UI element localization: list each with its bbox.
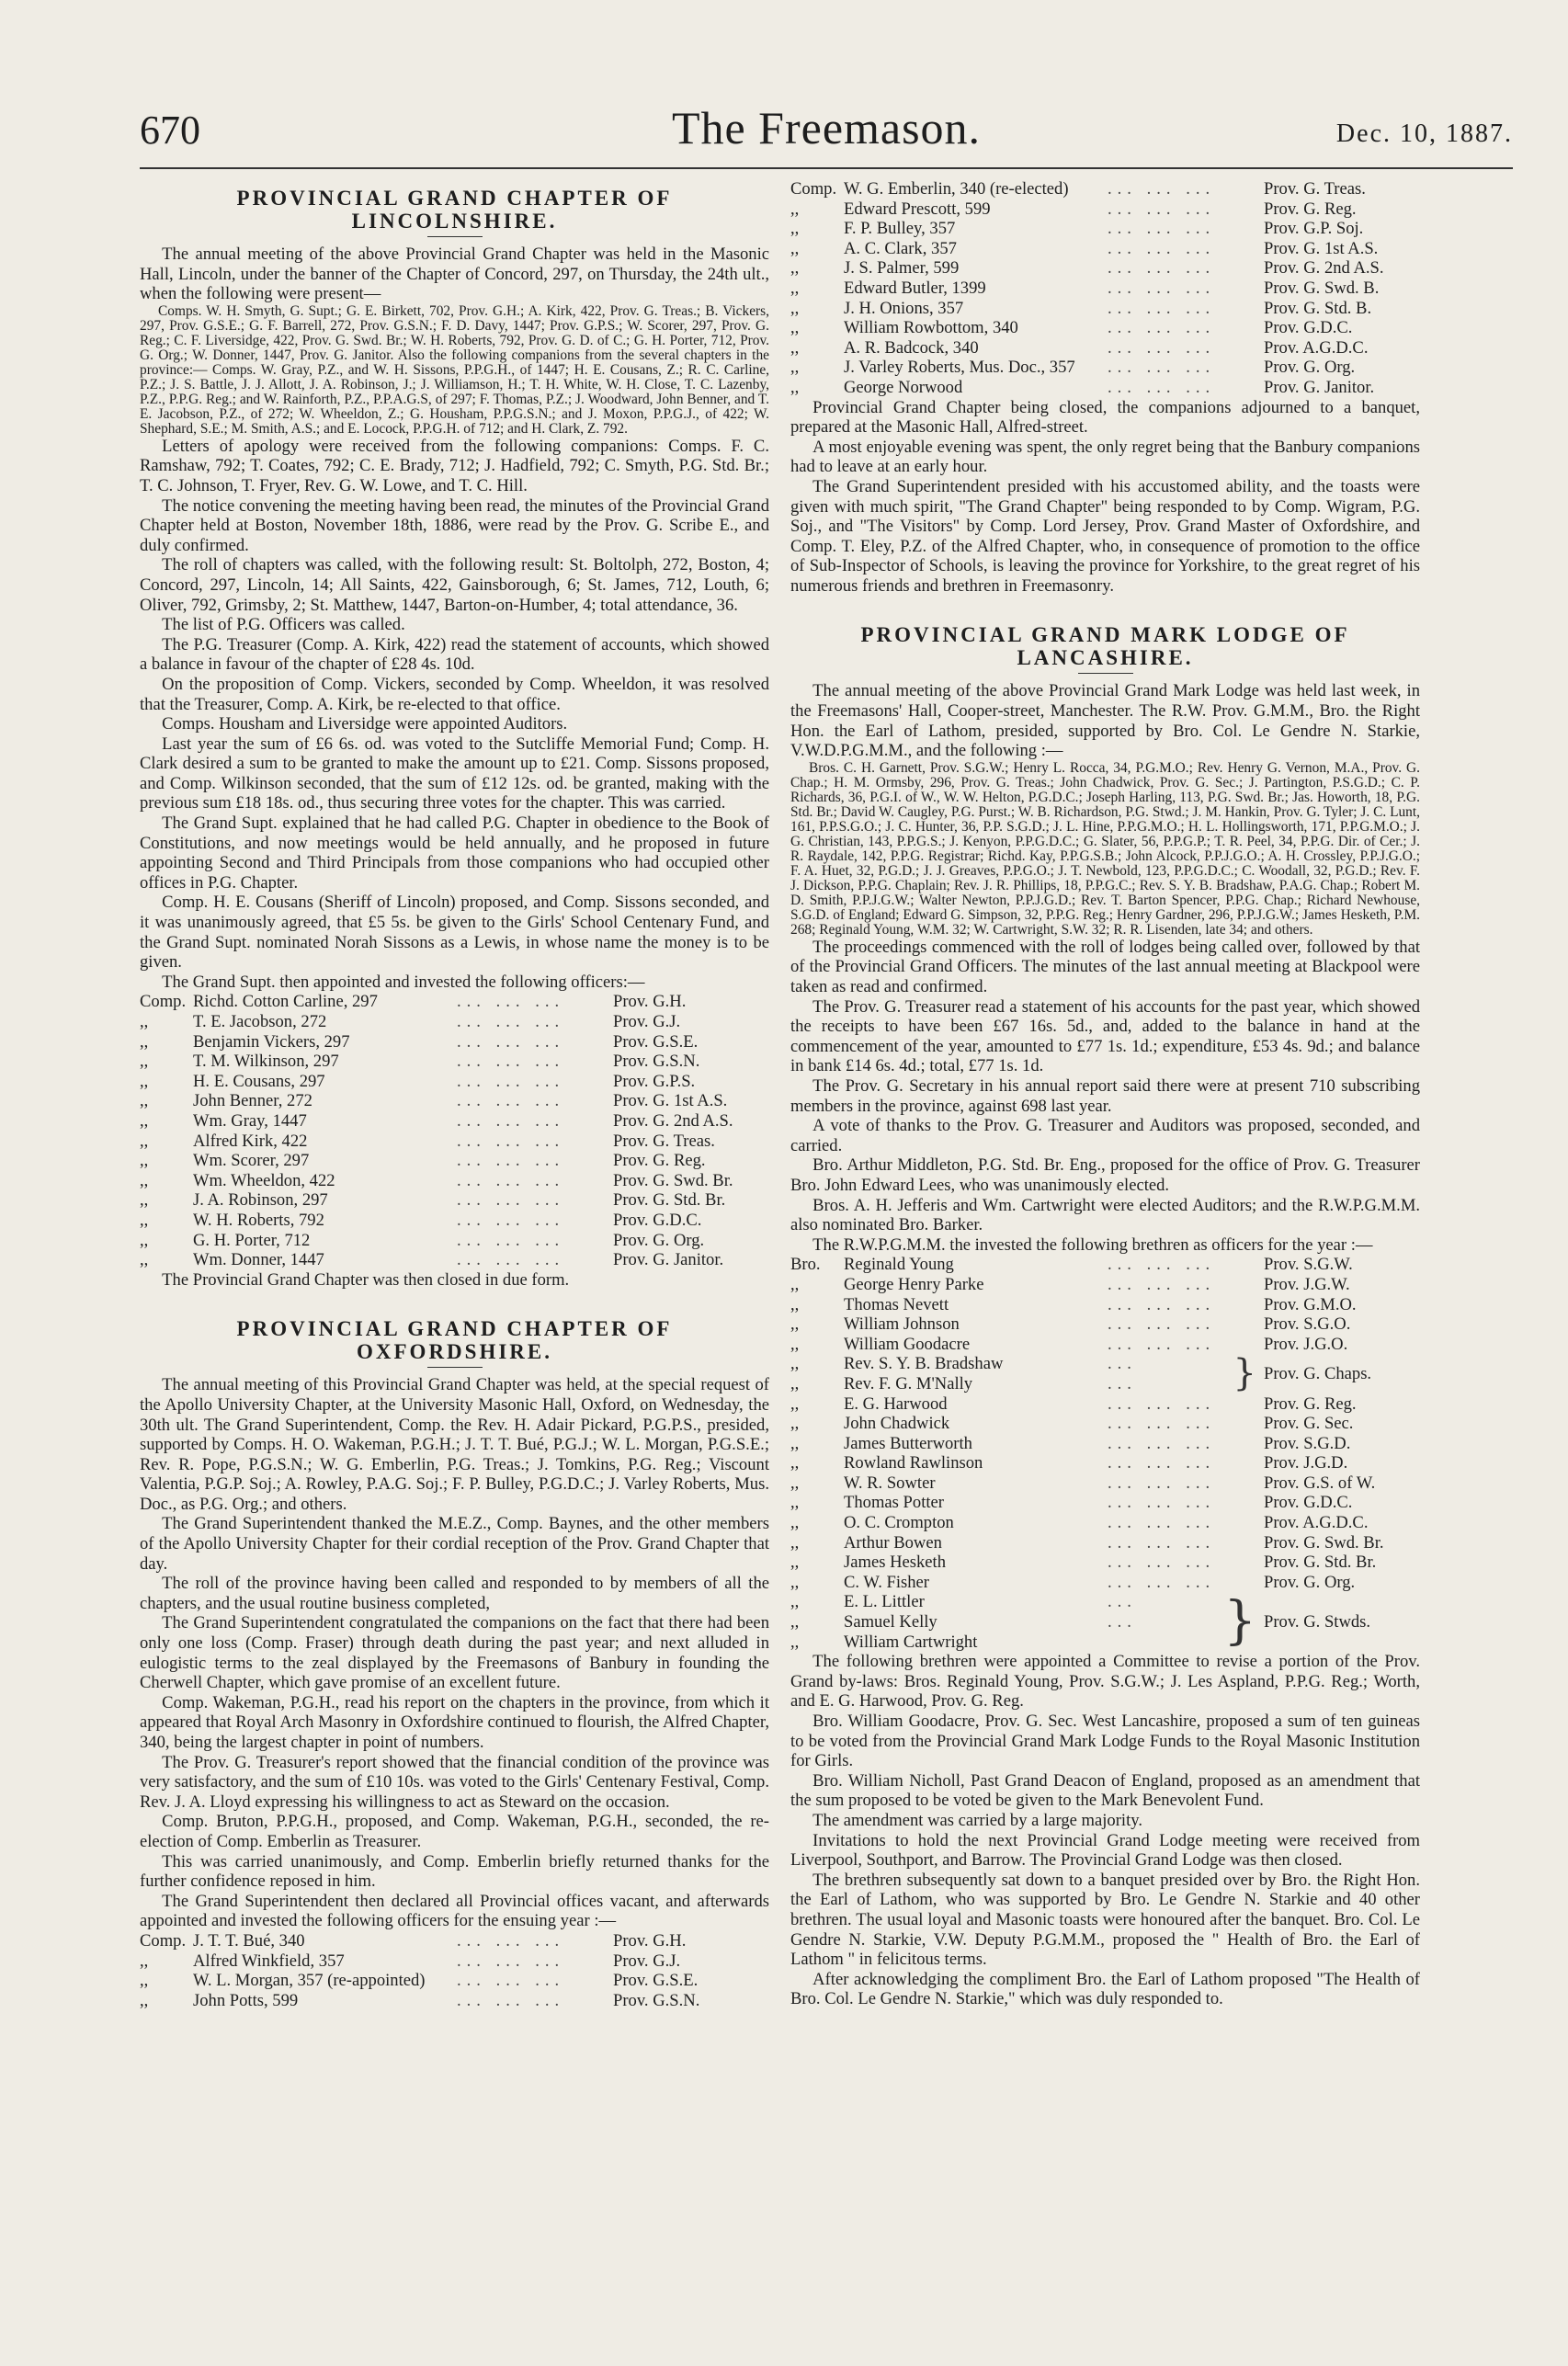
officer-name: John Chadwick [844,1414,950,1434]
officer-name: J. H. Onions, 357 [844,298,964,318]
officer-position: Prov. G. Treas. [1264,179,1366,199]
officer-row [790,1335,1420,1355]
officer-prefix: ,, [790,1294,800,1314]
officer-row [790,239,1420,259]
officer-name: William Cartwright [844,1632,978,1652]
officer-row [790,318,1420,338]
lancs-attendance: Bros. C. H. Garnett, Prov. S.G.W.; Henry L. Rocca, 34, P.G.M.O.; Rev. Henry G. Vernon, M.A., Prov. G. Chap.; H. M. Ormsby, 296, Prov. G. Treas.; John Chadwick, Prov. G. Sec.; J. Partington, P.S.G.D.; C. P. Richards, 36, P.G.I. of W., W. W. Helton, P.G.D.C.; Joseph Harling, 113, P.G. Swd. Br.; Jas. Howorth, 18, P.G. Std. Br.; David W. Caugley, P.G. Purst.; W. B. Richardson, P.G. Stwd.; J. M. Hankin, Prov. G. Tyler; J. C. Lunt, 161, P.P.S.G.O.; J. C. Hunter, 36, P.P. S.G.D.; J. L. Hine, P.P.G.M.O.; H. L. Hollingsworth, 171, P.P.G.M.O.; J. G. Christian, 143, P.P.G.S.; J. Kenyon, P.P.G.D.C.; G. Slater, 56, P.P.G.P.; T. R. Peel, 34, P.P.G. Dir. of Cer.; J. R. Raydale, 142, P.P.G. Registrar; Richd. Kay, P.P.G.S.B.; John Alcock, P.P.J.G.O.; A. H. Crossley, P.P.J.G.O.; F. A. Huet, 32, P.G.D.; J. J. Greaves, P.P.G.O.; J. T. Newbold, 123, P.P.G.D.C.; C. Woodall, 32, P.G.D.; Rev. F. J. Dickson, P.P.G. Chaplain; Rev. J. R. Phillips, 18, P.P.G.C.; Rev. S. Y. B. Bradshaw, P.A.G. Chap.; Robert M. D. Smith, P.P.J.G.W.; Walter Newton, P.P.J.G.D.; Rev. T. Barton Spencer, P.P.G. Chap.; Richard Newhouse, S.G.D. of England; Edward G. Simpson, 32, P.P.G. Reg.; Henry Gardner, 296, P.P.J.G.W.; James Hesketh, P.M. 268; Reginald Young, W.M. 32; W. Cartwright, S.W. 32; R. R. Lisenden, late 34; and others. [790,759,1420,938]
leader-dots: ... ... ... [457,992,565,1012]
leader-dots: ... ... ... [1108,1414,1216,1434]
officer-prefix: ,, [140,1190,149,1211]
officer-prefix: ,, [790,358,800,378]
left-column [140,179,769,2010]
lancs-para: A vote of thanks to the Prov. G. Treasurer and Auditors was proposed, seconded, and carried. [790,1116,1420,1155]
leader-dots: ... ... ... [457,1131,565,1151]
leader-dots: ... ... ... [457,1151,565,1171]
lincoln-para: The roll of chapters was called, with the following result: St. Boltolph, 272, Boston, 4; Concord, 297, Lincoln, 14; All Saints, 422, Gainsborough, 6; St. James, 712, Louth, 6; Oliver, 792, Grimsby, 2; St. Matthew, 1447, Barton-on-Humber, 4; total attendance, 36. [140,555,769,615]
officer-prefix: ,, [140,1110,149,1131]
oxford-heading: PROVINCIAL GRAND CHAPTER OF OXFORDSHIRE. [236,1317,673,1364]
leader-dots: ... ... ... [457,1110,565,1131]
leader-dots: ... ... ... [1108,377,1216,397]
officer-position: Prov. G. 2nd A.S. [1264,258,1384,279]
lancs-para: Invitations to hold the next Provincial Grand Lodge meeting were received from Liverpool, Southport, and Barrow. The Provincial Grand Lodge was then closed. [790,1830,1420,1871]
officer-row [790,1553,1420,1573]
officer-prefix: ,, [140,1951,149,1971]
officer-row [140,992,769,1012]
leader-dots: ... ... ... [1108,1532,1216,1553]
officer-name: George Henry Parke [844,1274,984,1294]
issue-date: Dec. 10, 1887. [1335,119,1513,148]
lancs-para: The following brethren were appointed a Committee to revise a portion of the Prov. Grand by-laws: Bros. Reginald Young, Prov. S.G.W.; J. Les Aspland, P.P.G. Reg.; Worth, and E. G. Harwood, Prov. G. Reg. [790,1652,1420,1712]
officer-position: Prov. G. Std. B. [1264,298,1372,318]
leader-dots: ... ... ... [1108,1553,1216,1573]
officer-prefix: ,, [790,278,800,298]
officer-position: Prov. G. Org. [1264,1572,1356,1592]
officer-prefix: ,, [790,1314,800,1335]
lincoln-para: On the proposition of Comp. Vickers, seconded by Comp. Wheeldon, it was resolved that the Treasurer, Comp. A. Kirk, be re-elected to that office. [140,674,769,714]
lincoln-para: Letters of apology were received from the following companions: Comps. F. C. Ramshaw, 792; T. Coates, 792; C. E. Brady, 712; J. Hadfield, 792; C. Smyth, P.G. Std. Br.; T. C. Johnson, T. Fryer, Rev. G. W. Lowe, and T. C. Hill. [140,436,769,495]
leader-dots: ... ... ... [1108,1274,1216,1294]
lancs-para: Bro. William Goodacre, Prov. G. Sec. West Lancashire, proposed a sum of ten guineas to be voted from the Provincial Grand Mark Lodge Funds to the Royal Masonic Institution for Girls. [790,1712,1420,1771]
officer-name: W. H. Roberts, 792 [193,1210,324,1230]
leader-dots: ... ... ... [1108,278,1216,298]
officer-prefix: Comp. [790,179,837,199]
officer-position: Prov. G.J. [613,1951,681,1971]
officer-prefix: ,, [790,1493,800,1513]
officer-position: Prov. G.S. of W. [1264,1473,1376,1493]
officer-name: Edward Butler, 1399 [844,278,986,298]
officer-position: Prov. J.G.W. [1264,1274,1350,1294]
officer-row [140,1072,769,1092]
officer-name: Alfred Winkfield, 357 [193,1951,345,1971]
officer-row [140,1171,769,1191]
officer-prefix: ,, [140,1230,149,1250]
lancs-para: The proceedings commenced with the roll of lodges being called over, followed by that of the Provincial Grand Officers. The minutes of the last annual meeting at Blackpool were taken as read and confirmed. [790,937,1420,997]
lincoln-para: Comps. Housham and Liversidge were appointed Auditors. [162,714,568,734]
officer-position: Prov. G. 2nd A.S. [613,1110,733,1131]
officer-name: Wm. Scorer, 297 [193,1151,310,1171]
lincoln-heading: PROVINCIAL GRAND CHAPTER OF LINCOLNSHIRE. [236,187,673,233]
officer-position: Prov. G. Reg. [1264,1393,1357,1414]
lincoln-para: The P.G. Treasurer (Comp. A. Kirk, 422) read the statement of accounts, which showed a balance in favour of the chapter of £28 4s. 10d. [140,634,769,675]
leader-dots: ... ... ... [457,1052,565,1072]
officer-name: George Norwood [844,377,963,397]
officer-prefix: Comp. [140,1930,187,1951]
officer-name: Thomas Potter [844,1493,944,1513]
leader-dots: ... ... ... [457,1230,565,1250]
officer-name: Wm. Donner, 1447 [193,1250,324,1270]
officer-row [790,338,1420,358]
officer-position: Prov. G.D.C. [1264,1493,1353,1513]
officer-position: Prov. G.D.C. [613,1210,702,1230]
leader-dots: ... ... ... [1108,258,1216,279]
officer-position: Prov. G.S.E. [613,1031,699,1052]
officer-position: Prov. A.G.D.C. [1264,1513,1369,1533]
officer-row [790,1573,1420,1593]
officer-prefix: Bro. [790,1255,821,1275]
officer-name: William Johnson [844,1314,960,1335]
leader-dots: ... ... ... [1108,238,1216,258]
officer-position: Prov. G. Stwds. [1264,1612,1371,1632]
officer-name: C. W. Fisher [844,1572,929,1592]
leader-dots: ... ... ... [457,1971,565,1991]
officer-prefix: ,, [140,1250,149,1270]
officer-name: J. A. Robinson, 297 [193,1190,328,1211]
officer-position: Prov. G. Janitor. [613,1250,724,1270]
oxford-para: Provincial Grand Chapter being closed, the companions adjourned to a banquet, prepared at the Masonic Hall, Alfred-street. [790,397,1420,438]
officer-row: ,, Rev. F. G. M'Nally ... [790,1373,1137,1393]
officer-position: Prov. G.H. [613,1930,687,1951]
officer-row [790,1533,1420,1553]
officer-prefix: ,, [140,1052,149,1072]
officer-row [140,1012,769,1032]
leader-dots: ... ... ... [1108,318,1216,338]
oxford-para: This was carried unanimously, and Comp. Emberlin briefly returned thanks for the further confidence reposed in him. [140,1851,769,1892]
oxford-para: The Grand Superintendent congratulated the companions on the fact that there had been only one loss (Comp. Fraser) through death during the past year; and next alluded in eulogistic terms to the zeal displayed by the Freemasons of Banbury in founding the Cherwell Chapter, which gave promise of an excellent future. [140,1613,769,1693]
officer-prefix: ,, [790,1334,800,1354]
officer-position: Prov. G.P. Soj. [1264,219,1364,239]
officer-row [140,1231,769,1251]
officer-name: W. L. Morgan, 357 (re-appointed) [193,1971,426,1991]
lancs-officer-list [790,1255,1420,1354]
officer-row [790,1473,1420,1494]
officer-position: Prov. S.G.D. [1264,1433,1351,1453]
lancs-intro: The annual meeting of the above Provincial Grand Mark Lodge was held last week, in the Freemasons' Hall, Cooper-street, Manchester. The R.W. Prov. G.M.M., Bro. the Right Hon. the Earl of Lathom, presided, supported by Bro. Col. Le Gendre N. Starkie, V.W.D.P.G.M.M., and the following :— [790,681,1420,761]
officer-position: Prov. G.H. [613,992,687,1012]
officer-prefix: ,, [790,1414,800,1434]
officer-prefix: ,, [790,1553,800,1573]
leader-dots: ... ... ... [1108,1393,1216,1414]
officer-row [140,1111,769,1132]
officer-row [140,1931,769,1951]
officer-name: T. E. Jacobson, 272 [193,1012,327,1031]
officer-prefix: ,, [790,1393,800,1414]
officer-position: Prov. A.G.D.C. [1264,337,1369,358]
officer-position: Prov. G. Janitor. [1264,377,1375,397]
officer-row: ,, Samuel Kelly ... [790,1612,1137,1632]
leader-dots: ... ... ... [457,1210,565,1230]
right-column [790,179,1420,2009]
officer-prefix: ,, [140,1091,149,1111]
officer-name: E. G. Harwood [844,1393,948,1414]
leader-dots: ... ... ... [1108,1334,1216,1354]
leader-dots: ... ... ... [1108,298,1216,318]
leader-dots: ... ... ... [1108,1294,1216,1314]
oxford-para: The Grand Superintendent then declared all Provincial offices vacant, and afterwards appointed and invested the following officers for the ensuing year :— [140,1891,769,1931]
officer-row [790,1295,1420,1315]
oxford-para: A most enjoyable evening was spent, the only regret being that the Banbury companions had to leave at an early hour. [790,437,1420,477]
officer-name: E. L. Littler [844,1592,925,1612]
leader-dots: ... ... ... [1108,1473,1216,1493]
officer-prefix: ,, [790,219,800,239]
officer-row [790,1434,1420,1454]
officer-position: Prov. G. Swd. B. [1264,278,1380,298]
officer-prefix: ,, [140,1012,149,1031]
officer-position: Prov. S.G.O. [1264,1314,1351,1335]
officer-row [790,1493,1420,1513]
officer-position: Prov. G. Org. [613,1230,705,1250]
officer-row: ,, Rev. S. Y. B. Bradshaw ... [790,1354,1137,1374]
officer-prefix: ,, [140,1990,149,2010]
lancs-para: The Prov. G. Treasurer read a statement of his accounts for the past year, which showed the receipts to have been £67 16s. 5d., and, added to the balance in hand at the commencement of the year, amounted to £77 1s. 1d.; expenditure, £53 4s. 9d.; and balance in bank £14 6s. 4d.; total, £77 1s. 1d. [790,996,1420,1076]
officer-row [140,1052,769,1072]
officer-row [790,1255,1420,1275]
officer-name: A. R. Badcock, 340 [844,337,979,358]
officer-prefix: ,, [790,377,800,397]
officer-prefix: ,, [790,298,800,318]
heading-rule [1078,673,1133,674]
officer-row: ,, E. L. Littler ... [790,1592,1137,1612]
officer-position: Prov. G.S.N. [613,1052,700,1072]
officer-name: J. T. T. Bué, 340 [193,1930,305,1951]
officer-prefix: Comp. [140,992,187,1012]
lincoln-intro: The annual meeting of the above Provincial Grand Chapter was held in the Masonic Hall, Lincoln, under the banner of the Chapter of Concord, 297, on Thursday, the 24th ult., when the following were present— [140,245,769,304]
leader-dots: ... ... ... [1108,1255,1216,1275]
officer-position: Prov. S.G.W. [1264,1255,1353,1275]
officer-prefix: ,, [790,337,800,358]
officer-prefix: ,, [790,1274,800,1294]
officer-name: John Potts, 599 [193,1990,299,2010]
officer-position: Prov. G.M.O. [1264,1294,1357,1314]
officer-prefix: ,, [140,1151,149,1171]
officer-position: Prov. J.G.D. [1264,1453,1348,1473]
lancs-para: Bro. Arthur Middleton, P.G. Std. Br. Eng., proposed for the office of Prov. G. Treasurer Bro. John Edward Lees, who was unanimously elected. [790,1155,1420,1195]
lincoln-para: Last year the sum of £6 6s. od. was voted to the Sutcliffe Memorial Fund; Comp. H. Clark desired a sum to be granted to make the amount up to £21. Comp. Sissons proposed, and Comp. Wilkinson seconded, that the sum of £12 12s. od. be granted, making with the previous sum £18 18s. od., thus securing three votes for the chapter. This was carried. [140,734,769,813]
leader-dots: ... ... ... [457,1190,565,1211]
officer-name: Rowland Rawlinson [844,1453,983,1473]
officer-prefix: ,, [140,1210,149,1230]
lincoln-attendance: Comps. W. H. Smyth, G. Supt.; G. E. Birkett, 702, Prov. G.H.; A. Kirk, 422, Prov. G. Treas.; B. Vickers, 297, Prov. G.S.E.; G. F. Barrell, 272, Prov. G.S.N.; F. D. Davy, 1447; Prov. G.P.S.; W. Scorer, 297, Prov. G. Reg.; C. F. Liversidge, 422, Prov. G. Swd. Br.; W. H. Roberts, 792, Prov. G. D. of C.; G. H. Porter, 712, Prov. G. Org.; W. Donner, 1447, Prov. G. Janitor. Also the following companions from the several chapters in the province:— Comps. W. Gray, P.Z., and W. H. Sissons, P.P.G.H., of 1447; H. E. Cousans, Z.; R. C. Carline, P.Z.; J. S. Battle, J. J. Allott, J. A. Robinson, J.; J. Williamson, H.; T. H. White, W. H. Close, T. C. Lazenby, P.Z., P.P.G. Reg.; and W. Rainforth, P.Z., P.P.A.G.S, of 297; F. Thomas, P.Z.; J. Woodward, John Benner, and T. E. Jacobson, P.Z., of 272; W. Wheeldon, Z.; G. Housham, P.P.G.S.N.; and J. Moxon, P.P.G.J., of 422; W. Shephard, S.E.; M. Smith, A.S.; and E. Locock, P.P.G.H. of 712; and H. Clark, Z. 792. [140,302,769,437]
officer-prefix: ,, [790,1532,800,1553]
officer-position: Prov. G.P.S. [613,1071,696,1091]
lincoln-para: The Grand Supt. then appointed and invested the following officers:— [162,972,645,992]
officer-row [140,1151,769,1171]
oxford-para: Comp. Wakeman, P.G.H., read his report on the chapters in the province, from which it appeared that Royal Arch Masonry in Oxfordshire continued to flourish, the Alfred Chapter, 340, being the largest chapter in point of numbers. [140,1692,769,1752]
masthead [140,101,1513,165]
officer-name: Rev. F. G. M'Nally [844,1373,973,1393]
officer-row [790,199,1420,220]
lancs-officer-list-continued [790,1394,1420,1593]
officer-name: Samuel Kelly [844,1612,937,1632]
officer-row [140,1211,769,1231]
officer-row [790,179,1420,199]
officer-name: Benjamin Vickers, 297 [193,1031,350,1052]
officer-name: G. H. Porter, 712 [193,1230,311,1250]
officer-name: W. R. Sowter [844,1473,936,1493]
lincoln-officer-list [140,992,769,1269]
officer-row: ,, William Cartwright [790,1632,1420,1653]
lincoln-para: The Grand Supt. explained that he had called P.G. Chapter in obedience to the Book of Constitutions, and now meetings would be held annually, and he proposed in future appointing Second and Third Principals from those companions who had occupied other offices in P.G. Chapter. [140,813,769,893]
officer-name: T. M. Wilkinson, 297 [193,1052,339,1072]
oxford-officer-list-continued [790,179,1420,398]
officer-name: Wm. Gray, 1447 [193,1110,307,1131]
officer-row [140,1951,769,1972]
officer-prefix: ,, [790,1572,800,1592]
officer-row [790,1513,1420,1533]
officer-position: Prov. G.J. [613,1012,681,1031]
officer-row [140,1971,769,1991]
lancs-heading: PROVINCIAL GRAND MARK LODGE OF LANCASHIRE. [860,623,1350,670]
lancs-para: The brethren subsequently sat down to a banquet presided over by Bro. the Right Hon. the Earl of Lathom, who was supported by Bro. Le Gendre N. Starkie and 40 other brethren. The usual loyal and Masonic toasts were honoured after the banquet. Bro. Col. Le Gendre N. Starkie, V.W. Deputy P.G.M.M., proposed the " Health of Bro. the Earl of Lathom " in felicitous terms. [790,1870,1420,1970]
officer-row [790,1314,1420,1335]
officer-row [140,1032,769,1052]
officer-row [790,219,1420,239]
lancs-para: Bro. William Nicholl, Past Grand Deacon of England, proposed as an amendment that the sum proposed to be voted be given to the Mark Benevolent Fund. [790,1770,1420,1811]
lancs-para: The R.W.P.G.M.M. the invested the following brethren as officers for the year :— [812,1234,1373,1255]
lincoln-closing: The Provincial Grand Chapter was then closed in due form. [162,1269,570,1290]
page-number: 670 [140,108,200,153]
brace: } [1233,1352,1256,1395]
stewards-group [790,1592,1420,1652]
officer-name: Arthur Bowen [844,1532,942,1553]
oxford-para: The Grand Superintendent presided with his accustomed ability, and the toasts were given with much spirit, "The Grand Chapter" being responded to by Comp. Wigram, P.G. Soj., and "The Visitors" by Comp. Lord Jersey, Prov. Grand Master of Oxfordshire, and Comp. T. Eley, P.Z. of the Alfred Chapter, who, in consequence of promotion to the office of Sub-Inspector of Schools, is leaving the province for Yorkshire, to the great regret of his numerous friends and brethren in Freemasonry. [790,476,1420,596]
officer-name: William Goodacre [844,1334,971,1354]
officer-name: Alfred Kirk, 422 [193,1131,308,1151]
officer-row [790,258,1420,279]
officer-position: Prov. G. Org. [1264,358,1356,378]
oxford-para: The Grand Superintendent thanked the M.E.Z., Comp. Baynes, and the other members of the Apollo University Chapter for their cordial reception of the Prov. Grand Chapter that day. [140,1514,769,1574]
leader-dots: ... ... ... [1108,358,1216,378]
officer-prefix: ,, [790,1473,800,1493]
officer-name: Edward Prescott, 599 [844,199,991,219]
officer-prefix: ,, [140,1131,149,1151]
leader-dots: ... ... ... [457,1091,565,1111]
officer-row [790,1414,1420,1434]
heading-rule [427,1367,483,1368]
officer-row [140,1132,769,1152]
officer-position: Prov. G.D.C. [1264,318,1353,338]
oxford-para: Comp. Bruton, P.P.G.H., proposed, and Comp. Wakeman, P.G.H., seconded, the re-election of Comp. Emberlin as Treasurer. [140,1812,769,1851]
lancs-para: The amendment was carried by a large majority. [812,1810,1142,1830]
lancs-para: The Prov. G. Secretary in his annual report said there were at present 710 subscribing members in the province, against 698 last year. [790,1076,1420,1116]
officer-position: Prov. G. Reg. [613,1151,706,1171]
officer-prefix: ,, [140,1031,149,1052]
officer-name: Thomas Nevett [844,1294,949,1314]
lancs-para: After acknowledging the compliment Bro. the Earl of Lathom proposed "The Health of Bro. Col. Le Gendre N. Starkie," which was duly responded to. [790,1969,1420,2009]
officer-prefix: ,, [790,258,800,279]
leader-dots: ... ... ... [457,1250,565,1270]
officer-name: John Benner, 272 [193,1091,312,1111]
leader-dots: ... ... ... [1108,179,1216,199]
officer-row [790,378,1420,398]
officer-position: Prov. G. Std. Br. [1264,1553,1377,1573]
officer-position: Prov. G. 1st A.S. [613,1091,728,1111]
officer-position: Prov. G. Std. Br. [613,1190,726,1211]
leader-dots: ... ... ... [457,1012,565,1031]
lincoln-para: The notice convening the meeting having been read, the minutes of the Provincial Grand Chapter held at Boston, November 18th, 1886, were read by the Prov. G. Scribe E., and duly confirmed. [140,495,769,555]
officer-row [140,1091,769,1111]
leader-dots: ... ... ... [1108,1493,1216,1513]
leader-dots: ... ... ... [457,1170,565,1190]
officer-position: Prov. G.S.E. [613,1971,699,1991]
oxford-officer-list [140,1931,769,2010]
officer-name: Rev. S. Y. B. Bradshaw [844,1354,1004,1374]
officer-position: Prov. G. Treas. [613,1131,715,1151]
officer-position: Prov. G. Sec. [1264,1414,1354,1434]
lincoln-para: The list of P.G. Officers was called. [162,615,405,635]
oxford-para: The annual meeting of this Provincial Grand Chapter was held, at the special request of the Apollo University Chapter, at the University Masonic Hall, Oxford, on Wednesday, the 30th ult. The Grand Superintendent, Comp. the Rev. H. Adair Pickard, P.G.P.S., presided, supported by Comps. H. O. Wakeman, P.G.H.; J. T. T. Bué, P.G.J.; W. L. Morgan, P.G.S.E.; Rev. R. Pope, P.G.S.N.; W. G. Emberlin, P.G. Treas.; J. Tomkins, P.G. Reg.; Viscount Valentia, P.G.P. Soj.; A. Rowley, P.A.G. Soj.; F. P. Bulley, P.G.D.C.; J. Varley Roberts, Mus. Doc., as P.G. Org.; and others. [140,1375,769,1514]
leader-dots: ... ... ... [1108,1572,1216,1592]
officer-row [790,1453,1420,1473]
officer-prefix: ,, [790,238,800,258]
officer-name: James Hesketh [844,1553,947,1573]
officer-position: Prov. G. Swd. Br. [613,1170,733,1190]
officer-position: Prov. G.S.N. [613,1990,700,2010]
officer-name: James Butterworth [844,1433,972,1453]
officer-prefix: ,, [790,1513,800,1533]
officer-name: William Rowbottom, 340 [844,318,1018,338]
lancs-para: Bros. A. H. Jefferis and Wm. Cartwright were elected Auditors; and the R.W.P.G.M.M. also nominated Bro. Barker. [790,1195,1420,1235]
leader-dots: ... ... ... [1108,1314,1216,1335]
officer-row [790,279,1420,299]
oxford-para: The Prov. G. Treasurer's report showed that the financial condition of the province was very satisfactory, and the sum of £10 10s. was voted to the Girls' Centenary Festival, Comp. Rev. J. A. Lloyd expressing his willingness to act as Steward on the occasion. [140,1752,769,1812]
officer-name: Wm. Wheeldon, 422 [193,1170,335,1190]
officer-prefix: ,, [140,1170,149,1190]
chaplains-group [790,1354,1420,1393]
leader-dots: ... ... ... [1108,199,1216,219]
lincoln-para: Comp. H. E. Cousans (Sheriff of Lincoln) proposed, and Comp. Sissons seconded, and it was unanimously agreed, that £5 5s. be given to the Girls' School Centenary Fund, and the Grand Supt. nominated Norah Sissons as a Lewis, in whose name the money is to be given. [140,893,769,973]
leader-dots: ... ... ... [1108,1513,1216,1533]
leader-dots: ... ... ... [457,1031,565,1052]
officer-row [140,1991,769,2011]
officer-name: A. C. Clark, 357 [844,238,957,258]
masthead-rule [140,167,1513,169]
officer-position: Prov. G. Chaps. [1264,1364,1372,1384]
leader-dots: ... ... ... [1108,1433,1216,1453]
officer-prefix: ,, [790,1453,800,1473]
officer-position: Prov. G. Swd. Br. [1264,1532,1384,1553]
officer-name: H. E. Cousans, 297 [193,1071,325,1091]
leader-dots: ... ... ... [1108,219,1216,239]
officer-row [790,1394,1420,1415]
officer-name: W. G. Emberlin, 340 (re-elected) [844,179,1069,199]
brace: } [1223,1591,1256,1652]
heading-rule [427,236,483,237]
officer-prefix: ,, [790,1433,800,1453]
officer-name: F. P. Bulley, 357 [844,219,956,239]
leader-dots: ... ... ... [457,1071,565,1091]
officer-name: J. Varley Roberts, Mus. Doc., 357 [844,358,1075,378]
officer-row [790,358,1420,378]
officer-prefix: ,, [140,1071,149,1091]
officer-row [790,299,1420,319]
officer-prefix: ,, [790,199,800,219]
oxford-para: The roll of the province having been called and responded to by members of all the chapters, and the usual routine business completed, [140,1574,769,1613]
leader-dots: ... ... ... [1108,337,1216,358]
leader-dots: ... ... ... [1108,1453,1216,1473]
leader-dots: ... ... ... [457,1930,565,1951]
officer-prefix: ,, [790,318,800,338]
officer-position: Prov. J.G.O. [1264,1334,1348,1354]
leader-dots: ... ... ... [457,1951,565,1971]
officer-name: J. S. Palmer, 599 [844,258,960,279]
officer-name: Reginald Young [844,1255,954,1275]
officer-position: Prov. G. 1st A.S. [1264,238,1379,258]
officer-row [140,1250,769,1270]
officer-name: Richd. Cotton Carline, 297 [193,992,378,1012]
leader-dots: ... ... ... [457,1990,565,2010]
officer-position: Prov. G. Reg. [1264,199,1357,219]
officer-row [140,1190,769,1211]
officer-row [790,1275,1420,1295]
officer-prefix: ,, [140,1971,149,1991]
officer-name: O. C. Crompton [844,1513,954,1533]
page-title: The Freemason. [671,102,982,154]
